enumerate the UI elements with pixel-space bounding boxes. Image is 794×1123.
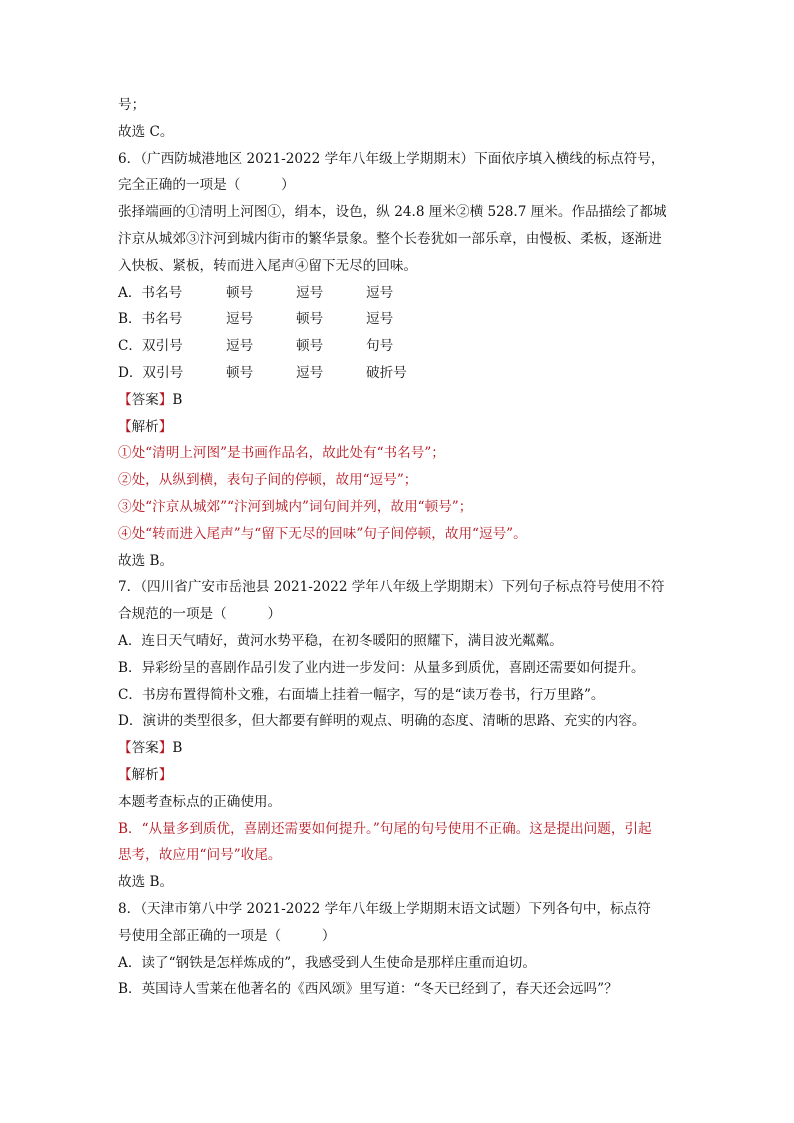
q7-stem: 7．（四川省广安市岳池县 2021-2022 学年八年级上学期期末）下列句子标点符号使用不符 xyxy=(118,579,665,596)
q6-option-d xyxy=(118,360,698,387)
q6-conclusion: 故选 B。 xyxy=(118,552,174,569)
answer-label: 答案 xyxy=(131,740,159,757)
q6-analysis-line: ②处，从纵到横，表句子间的停顿，故用“逗号”； xyxy=(118,472,418,489)
option-cell: 逗号 xyxy=(296,284,324,301)
document-body xyxy=(118,92,698,1003)
option-cell: A．书名号 xyxy=(118,284,183,301)
q7-conclusion: 故选 B。 xyxy=(118,874,174,891)
option-cell: C．双引号 xyxy=(118,338,183,355)
q7-option-b: B．异彩纷呈的喜剧作品引发了业内进一步发问：从量多到质优，喜剧还需要如何提升。 xyxy=(118,659,645,676)
option-cell: 顿号 xyxy=(226,284,254,301)
q6-answer: 【答案】B xyxy=(118,391,183,408)
option-cell: 逗号 xyxy=(366,311,394,328)
q6-option-b xyxy=(118,306,698,333)
analysis-label: 解析 xyxy=(131,766,159,783)
answer-value: B xyxy=(172,391,183,408)
q7-analysis-intro: 本题考查标点的正确使用。 xyxy=(118,793,282,810)
option-cell: 逗号 xyxy=(296,364,324,381)
analysis-label: 解析 xyxy=(131,418,159,435)
q8-option-b: B．英国诗人雪莱在他著名的《西风颂》里写道：“冬天已经到了，春天还会远吗”？ xyxy=(118,981,618,998)
text-line: 故选 C。 xyxy=(118,123,174,140)
option-cell: 逗号 xyxy=(226,311,254,328)
q7-answer: 【答案】B xyxy=(118,740,183,757)
q6-stem: 6．（广西防城港地区 2021-2022 学年八年级上学期期末）下面依序填入横线的标点符号， xyxy=(118,150,665,167)
option-cell: 顿号 xyxy=(226,364,254,381)
option-cell: D．双引号 xyxy=(118,364,184,381)
q6-option-a xyxy=(118,280,698,307)
option-cell: 句号 xyxy=(366,338,394,355)
q6-passage: 汴京从城郊③汴河到城内街市的繁华景象。整个长卷犹如一部乐章，由慢板、柔板，逐渐进 xyxy=(118,230,662,247)
answer-label: 答案 xyxy=(131,391,159,408)
q8-stem: 8．（天津市第八中学 2021-2022 学年八年级上学期期末语文试题）下列各句中，标点符 xyxy=(118,900,651,917)
q7-analysis-heading: 【解析】 xyxy=(118,766,173,783)
q6-passage: 张择端画的①清明上河图①，绢本，设色，纵 24.8 厘米②横 528.7 厘米。作品描绘了都城 xyxy=(118,204,667,221)
q7-option-d: D．演讲的类型很多，但大都要有鲜明的观点、明确的态度、清晰的思路、充实的内容。 xyxy=(118,713,646,730)
option-cell: B．书名号 xyxy=(118,311,183,328)
q7-analysis-line: B．“从量多到质优，喜剧还需要如何提升。”句尾的句号使用不正确。这是提出问题，引起 xyxy=(118,820,652,837)
option-cell: 顿号 xyxy=(296,338,324,355)
q7-option-a: A．连日天气晴好，黄河水势平稳，在初冬暖阳的照耀下，满目波光粼粼。 xyxy=(118,632,563,649)
option-cell: 逗号 xyxy=(226,338,254,355)
q6-passage: 入快板、紧板，转而进入尾声④留下无尽的回味。 xyxy=(118,257,418,274)
q6-analysis-line: ④处“转而进入尾声”与“留下无尽的回味”句子间停顿，故用“逗号”。 xyxy=(118,525,527,542)
q6-stem: 完全正确的一项是（ ） xyxy=(118,177,295,194)
option-cell: 顿号 xyxy=(296,311,324,328)
q7-analysis-line: 思考，故应用“问号”收尾。 xyxy=(118,847,282,864)
q6-analysis-line: ①处“清明上河图”是书画作品名，故此处有“书名号”； xyxy=(118,445,445,462)
q8-option-a: A．读了“钢铁是怎样炼成的”，我感受到人生使命是那样庄重而迫切。 xyxy=(118,954,536,971)
text-line: 号； xyxy=(118,97,146,113)
q7-stem: 合规范的一项是（ ） xyxy=(118,606,282,623)
answer-value: B xyxy=(172,740,183,757)
q6-option-c xyxy=(118,333,698,360)
option-cell: 破折号 xyxy=(366,364,407,381)
q6-analysis-line: ③处“汴京从城郊”“汴河到城内”词句间并列，故用“顿号”； xyxy=(118,498,473,515)
q7-option-c: C．书房布置得简朴文雅，右面墙上挂着一幅字，写的是“读万卷书，行万里路”。 xyxy=(118,686,605,703)
q8-stem: 号使用全部正确的一项是（ ） xyxy=(118,927,336,944)
q6-analysis-heading: 【解析】 xyxy=(118,418,173,435)
option-cell: 逗号 xyxy=(366,284,394,301)
